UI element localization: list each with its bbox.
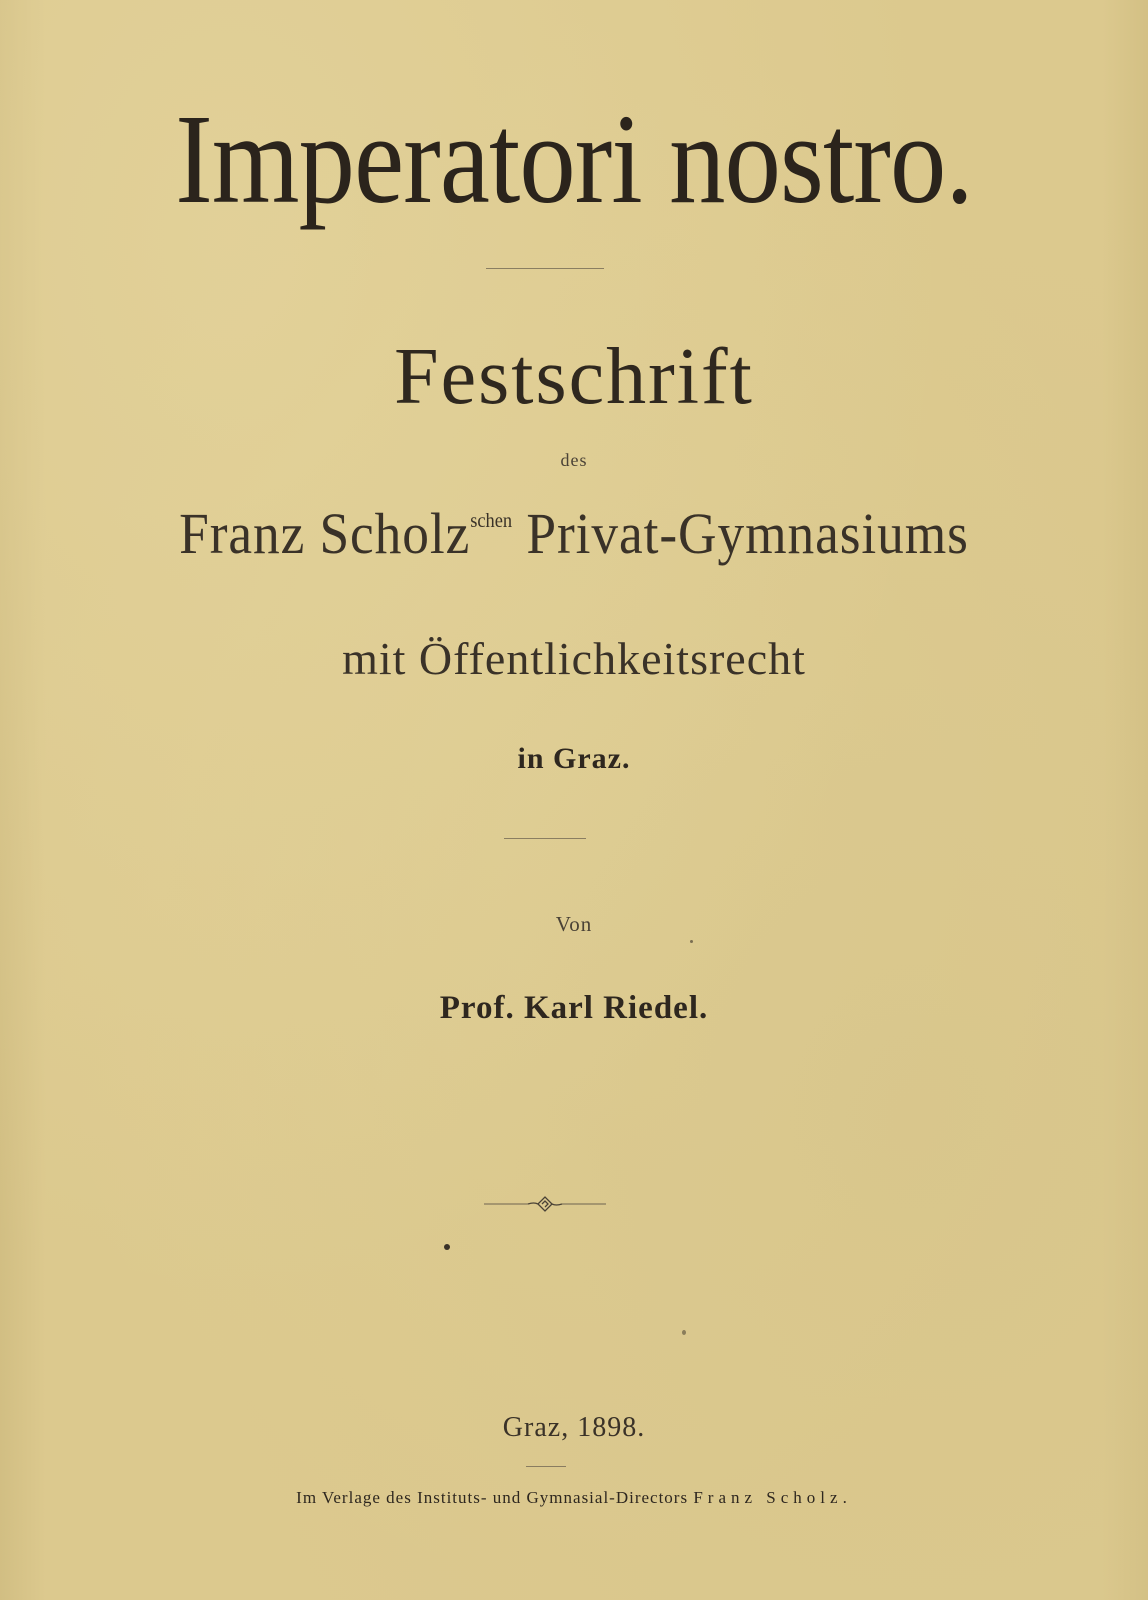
title-divider xyxy=(486,268,604,269)
paper-speck xyxy=(682,1330,686,1335)
school-name xyxy=(46,500,1102,567)
bottom-divider xyxy=(526,1466,566,1467)
paper-speck xyxy=(444,1244,450,1250)
meander-ornament-icon xyxy=(484,1194,606,1214)
author-name: Prof. Karl Riedel. xyxy=(439,990,709,1026)
publisher-name: Franz Scholz. xyxy=(693,1488,852,1507)
school-name-superscript: schen xyxy=(470,510,513,532)
subtitle-festschrift: Festschrift xyxy=(394,333,754,421)
by-label: Von xyxy=(555,912,593,936)
middle-divider xyxy=(504,838,586,839)
school-name-part2: Privat-Gymnasiums xyxy=(512,501,969,566)
status-line: mit Öffentlichkeitsrecht xyxy=(342,633,806,684)
preposition-des: des xyxy=(560,450,588,470)
city-line: in Graz. xyxy=(517,742,631,775)
main-title: Imperatori nostro. xyxy=(175,88,973,230)
paper-speck xyxy=(690,940,693,943)
publisher-prefix: Im Verlage des Instituts- und Gymnasial-Directors xyxy=(296,1488,694,1507)
imprint-place-year: Graz, 1898. xyxy=(502,1412,646,1443)
publisher-line xyxy=(0,1488,1148,1508)
school-name-part1: Franz Scholz xyxy=(179,501,471,566)
